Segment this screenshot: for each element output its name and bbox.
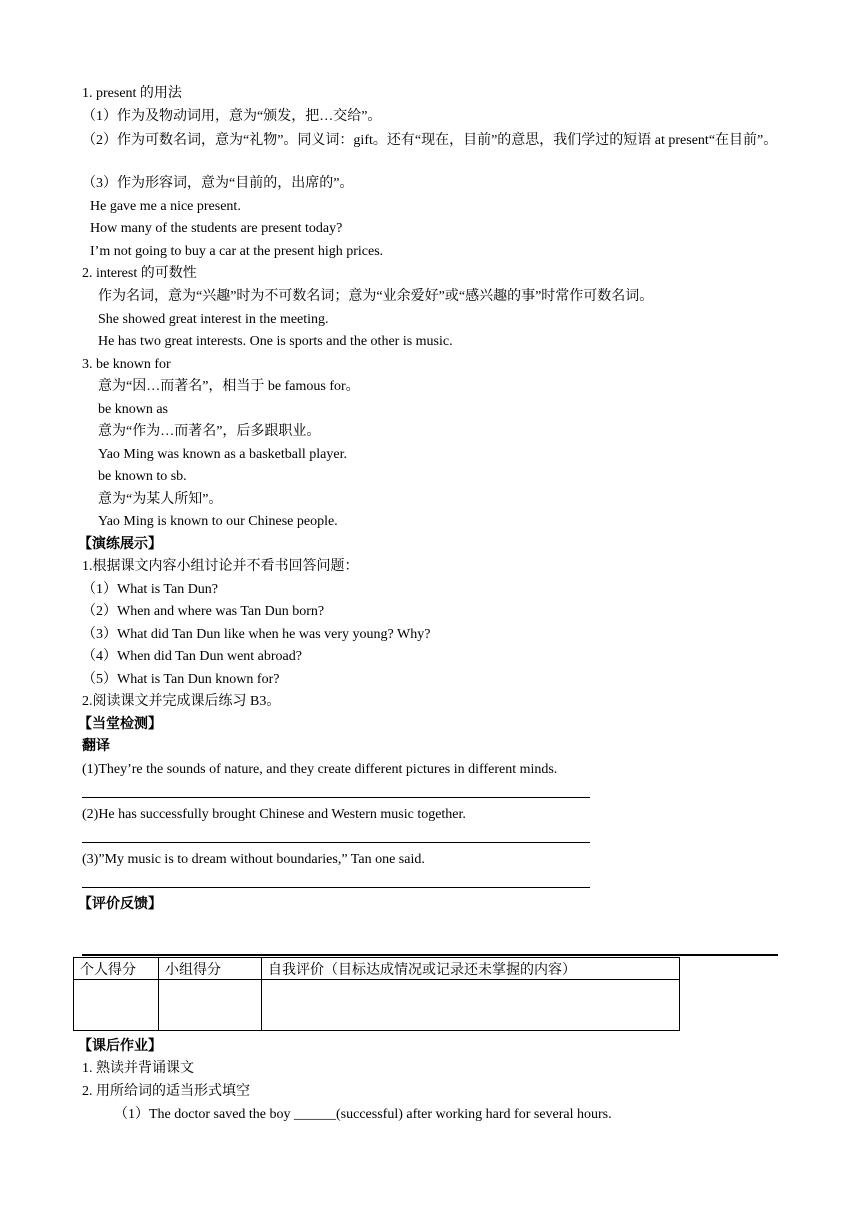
practice-task-1: 1.根据课文内容小组讨论并不看书回答问题： [82,559,359,574]
answer-line-1[interactable] [82,797,590,798]
known-line-2: be known as [98,402,168,417]
group-score-cell[interactable] [159,980,262,1031]
homework-heading: 【课后作业】 [78,1039,162,1054]
present-usage-3: （3）作为形容词，意为“目前的，出席的”。 [82,176,354,191]
header-personal-score: 个人得分 [74,958,159,980]
present-example-1: He gave me a nice present. [90,199,241,214]
present-usage-1: （1）作为及物动词用，意为“颁发，把…交给”。 [82,109,382,124]
feedback-heading: 【评价反馈】 [78,897,162,912]
translate-subheading: 翻译 [82,739,110,754]
section-interest-title: 2. interest 的可数性 [82,266,197,281]
practice-task-2: 2.阅读课文并完成课后练习 B3。 [82,694,281,709]
evaluation-table-header-row [74,958,680,980]
section-present-title: 1. present 的用法 [82,86,182,101]
header-group-score: 小组得分 [159,958,262,980]
section-known-for-title: 3. be known for [82,357,171,372]
homework-item-1: 1. 熟读并背诵课文 [82,1061,194,1076]
answer-line-3[interactable] [82,887,590,888]
practice-question-5: （5）What is Tan Dun known for? [82,672,280,687]
evaluation-table-input-row [74,980,680,1031]
present-usage-2: （2）作为可数名词，意为“礼物”。同义词：gift。还有“现在，目前”的意思，我们学过的短语 at present“在目前”。 [82,133,778,148]
section-divider [82,954,778,956]
known-line-1: 意为“因…而著名”，相当于 be famous for。 [98,379,360,394]
answer-line-2[interactable] [82,842,590,843]
practice-question-4: （4）When did Tan Dun went abroad? [82,649,302,664]
check-heading: 【当堂检测】 [78,717,162,732]
known-line-7: Yao Ming is known to our Chinese people. [98,514,338,529]
homework-exercise-1: （1）The doctor saved the boy ______(successful) after working hard for several hours. [114,1107,612,1122]
present-example-2: How many of the students are present today? [90,221,343,236]
present-example-3: I’m not going to buy a car at the present high prices. [90,244,384,259]
practice-question-2: （2）When and where was Tan Dun born? [82,604,325,619]
interest-example-1: She showed great interest in the meeting. [98,312,329,327]
translate-sentence-3: (3)”My music is to dream without boundaries,” Tan one said. [82,852,425,867]
translate-sentence-1: (1)They’re the sounds of nature, and they create different pictures in different minds. [82,762,558,777]
personal-score-cell[interactable] [74,980,159,1031]
known-line-5: be known to sb. [98,469,187,484]
known-line-3: 意为“作为…而著名”，后多跟职业。 [98,424,321,439]
translate-sentence-2: (2)He has successfully brought Chinese and Western music together. [82,807,466,822]
practice-question-1: （1）What is Tan Dun? [82,582,219,597]
practice-question-3: （3）What did Tan Dun like when he was very young? Why? [82,627,431,642]
self-evaluation-cell[interactable] [262,980,680,1031]
header-self-evaluation: 自我评价（目标达成情况或记录还未掌握的内容） [262,958,680,980]
interest-example-2: He has two great interests. One is sports and the other is music. [98,334,453,349]
known-line-6: 意为“为某人所知”。 [98,492,223,507]
homework-item-2: 2. 用所给词的适当形式填空 [82,1084,250,1099]
known-line-4: Yao Ming was known as a basketball player. [98,447,347,462]
evaluation-table [73,957,680,1031]
practice-heading: 【演练展示】 [78,537,162,552]
interest-description: 作为名词，意为“兴趣”时为不可数名词；意为“业余爱好”或“感兴趣的事”时常作可数名词。 [98,289,654,304]
